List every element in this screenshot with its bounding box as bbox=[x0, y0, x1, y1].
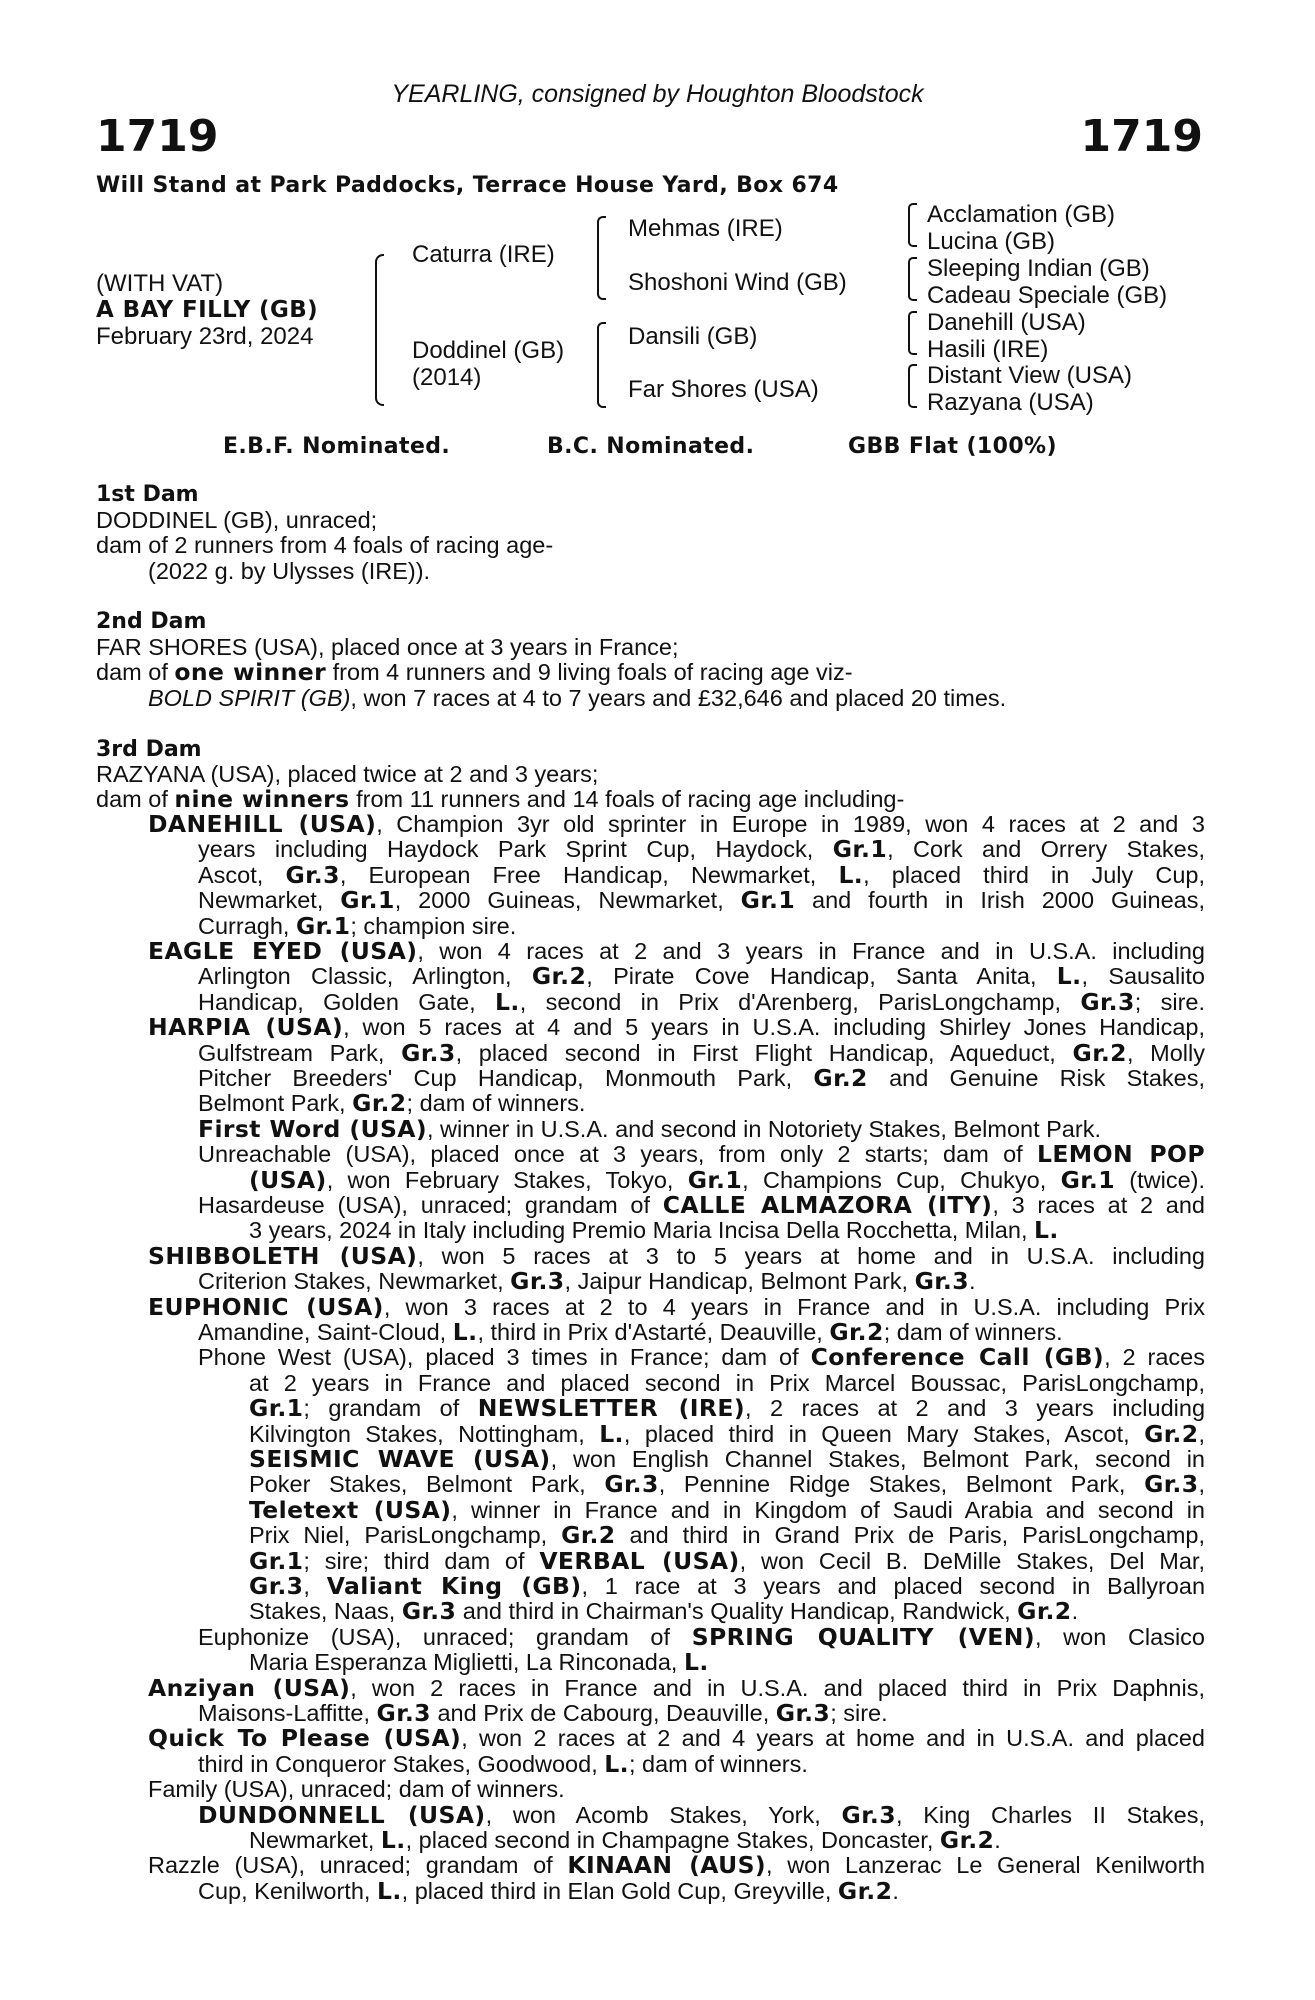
text: . bbox=[892, 1877, 899, 1904]
produce-line bbox=[198, 987, 1205, 1016]
bold-text: KINAAN (AUS) bbox=[567, 1851, 767, 1880]
bold-text: Gr.1 bbox=[832, 835, 888, 864]
bold-text: DUNDONNELL (USA) bbox=[198, 1800, 486, 1829]
bold-text: DANEHILL (USA) bbox=[148, 810, 377, 838]
text: . bbox=[994, 1827, 1001, 1853]
text: , Pirate Cove Handicap, Santa Anita, bbox=[586, 963, 1057, 990]
bold-text: Gr.3 bbox=[249, 1572, 304, 1600]
text: ; dam of winners. bbox=[883, 1319, 1063, 1345]
pedigree-g3-6: Hasili (IRE) bbox=[927, 336, 1049, 363]
text: , won Cecil B. DeMille Stakes, Del Mar, bbox=[739, 1547, 1205, 1574]
text: , European Free Handicap, Newmarket, bbox=[339, 861, 839, 888]
text: third in Conqueror Stakes, Goodwood, bbox=[198, 1750, 605, 1777]
bold-text: Gr.2 bbox=[1144, 1419, 1199, 1448]
text: Maisons-Laffitte, bbox=[198, 1700, 377, 1726]
text: Kilvington Stakes, Nottingham, bbox=[249, 1420, 600, 1447]
text: , Pennine Ridge Stakes, Belmont Park, bbox=[658, 1471, 1145, 1498]
text: dam of bbox=[96, 786, 175, 812]
first-dam-heading: 1st Dam bbox=[96, 482, 199, 507]
text: , placed third in Elan Gold Cup, Greyville, bbox=[401, 1877, 838, 1904]
text: Poker Stakes, Belmont Park, bbox=[249, 1471, 605, 1498]
text: Arlington Classic, Arlington, bbox=[198, 963, 532, 990]
bold-text: Gr.2 bbox=[561, 1521, 616, 1550]
produce-line bbox=[198, 1622, 1205, 1651]
text: Stakes, Naas, bbox=[249, 1598, 402, 1625]
pedigree-brace-main bbox=[375, 254, 384, 406]
bold-text: Gr.3 bbox=[401, 1597, 457, 1626]
produce-line bbox=[249, 1523, 1205, 1548]
bold-text: Gr.3 bbox=[1144, 1470, 1199, 1499]
text: Ascot, bbox=[198, 861, 286, 888]
text: , Cork and Orrery Stakes, bbox=[887, 836, 1205, 863]
bold-text: L. bbox=[683, 1648, 709, 1677]
produce-line bbox=[249, 1599, 1078, 1624]
bold-text: (USA) bbox=[249, 1165, 327, 1194]
bold-text: Gr.3 bbox=[401, 1038, 456, 1067]
bold-text: Gr.3 bbox=[1080, 987, 1135, 1016]
pedigree-sire-dam: Shoshoni Wind (GB) bbox=[628, 269, 847, 296]
produce-line bbox=[249, 1574, 1205, 1599]
pedigree-dam-dam: Far Shores (USA) bbox=[628, 376, 819, 403]
text: , second in Prix d'Arenberg, ParisLongchamp, bbox=[519, 988, 1081, 1015]
produce-line bbox=[148, 1726, 1205, 1751]
text: Pitcher Breeders' Cup Handicap, Monmouth Park, bbox=[198, 1065, 814, 1091]
bold-text: Quick To Please (USA) bbox=[148, 1724, 462, 1753]
stand-location: Will Stand at Park Paddocks, Terrace House Yard, Box 674 bbox=[96, 173, 839, 198]
bold-text: Gr.1 bbox=[1060, 1165, 1115, 1194]
pedigree-g3-3: Sleeping Indian (GB) bbox=[927, 255, 1150, 282]
bold-text: Gr.3 bbox=[376, 1699, 431, 1727]
produce-line bbox=[249, 1218, 1059, 1243]
bold-text: Gr.2 bbox=[531, 962, 587, 991]
bold-text: NEWSLETTER (IRE) bbox=[477, 1394, 745, 1423]
pedigree-g3-1: Acclamation (GB) bbox=[927, 201, 1116, 228]
bold-text: Gr.3 bbox=[285, 860, 340, 889]
horse-name: A BAY FILLY (GB) bbox=[96, 297, 319, 323]
bold-text: L. bbox=[604, 1749, 629, 1778]
text: , Sausalito bbox=[1081, 963, 1205, 990]
second-dam-line-1: FAR SHORES (USA), placed once at 3 years in France; bbox=[96, 634, 679, 660]
bold-text: Teletext (USA) bbox=[249, 1495, 452, 1524]
produce-line bbox=[198, 860, 1205, 889]
header-title: YEARLING, consigned by Houghton Bloodstock bbox=[391, 80, 924, 108]
text: Maria Esperanza Miglietti, La Rinconada, bbox=[249, 1649, 684, 1676]
pedigree-g3-2: Lucina (GB) bbox=[927, 228, 1056, 255]
text: ; dam of winners. bbox=[406, 1090, 586, 1117]
text: Euphonize (USA), unraced; grandam of bbox=[198, 1623, 692, 1650]
text: , won 7 races at 4 to 7 years and £32,646 and placed 20 times. bbox=[350, 685, 1007, 711]
produce-line bbox=[148, 1777, 565, 1802]
produce-line bbox=[198, 1142, 1205, 1167]
lot-number-right: 1719 bbox=[1080, 111, 1203, 162]
pedigree-sire: Caturra (IRE) bbox=[412, 241, 555, 268]
produce-line bbox=[249, 1371, 1205, 1396]
text: from 4 runners and 9 living foals of racing age viz- bbox=[326, 659, 853, 685]
produce-line bbox=[198, 1800, 1205, 1829]
bold-text: SHIBBOLETH (USA) bbox=[148, 1241, 418, 1270]
pedigree-g3-4: Cadeau Speciale (GB) bbox=[927, 282, 1168, 309]
bold-text: EAGLE EYED (USA) bbox=[148, 937, 418, 965]
pedigree-g3-7: Distant View (USA) bbox=[927, 362, 1132, 389]
bold-text: L. bbox=[1056, 962, 1082, 991]
text: Hasardeuse (USA), unraced; grandam of bbox=[198, 1192, 663, 1218]
text: , placed second in First Flight Handicap, Aqueduct, bbox=[455, 1039, 1073, 1066]
text: , won Acomb Stakes, York, bbox=[485, 1801, 842, 1828]
pedigree-brace-g2 bbox=[908, 257, 917, 301]
bold-text: Gr.3 bbox=[510, 1267, 565, 1296]
bold-text: Gr.1 bbox=[340, 886, 395, 915]
pedigree-dam-sire: Dansili (GB) bbox=[628, 323, 758, 350]
text: , placed third in Queen Mary Stakes, Ascot, bbox=[623, 1420, 1145, 1447]
produce-line bbox=[148, 939, 1205, 964]
produce-line bbox=[198, 1749, 808, 1778]
bold-text: Gr.1 bbox=[687, 1165, 743, 1194]
produce-line bbox=[198, 911, 517, 940]
bold-text: L. bbox=[599, 1419, 624, 1448]
produce-line bbox=[198, 888, 1205, 913]
produce-line bbox=[198, 1345, 1205, 1370]
text: , won Lanzerac Le General Kenilworth bbox=[766, 1852, 1206, 1879]
text: , won 5 races at 4 and 5 years in U.S.A. including Shirley Jones Handicap, bbox=[343, 1014, 1205, 1041]
produce-line bbox=[148, 1853, 1205, 1878]
pedigree-brace-sire bbox=[597, 216, 606, 300]
text: , won 5 races at 3 to 5 years at home and in U.S.A. including bbox=[417, 1242, 1206, 1269]
pedigree-dam: Doddinel (GB) bbox=[412, 337, 565, 364]
produce-line bbox=[198, 837, 1205, 862]
text: , 2 races at 2 and 3 years including bbox=[744, 1395, 1206, 1422]
bold-text: SPRING QUALITY (VEN) bbox=[691, 1622, 1035, 1651]
text: Handicap, Golden Gate, bbox=[198, 988, 496, 1015]
text: , third in Prix d'Astarté, Deauville, bbox=[477, 1319, 830, 1345]
second-dam-heading: 2nd Dam bbox=[96, 609, 207, 634]
bold-text: Conference Call (GB) bbox=[810, 1343, 1105, 1372]
text: , 3 races at 2 and bbox=[992, 1192, 1205, 1218]
text: . bbox=[1071, 1598, 1079, 1625]
bold-text: Gr.2 bbox=[939, 1826, 995, 1854]
pedigree-brace-g3 bbox=[908, 311, 917, 355]
text: , King Charles II Stakes, bbox=[895, 1801, 1205, 1828]
text: , won Clasico bbox=[1034, 1623, 1205, 1650]
bold-text: Gr.3 bbox=[775, 1699, 831, 1727]
horse-dob: February 23rd, 2024 bbox=[96, 323, 314, 350]
text: , placed second in Champagne Stakes, Doncaster, bbox=[405, 1827, 940, 1853]
second-dam-line-3 bbox=[148, 686, 1006, 711]
produce-line bbox=[198, 1066, 1205, 1091]
bold-text: L. bbox=[495, 987, 520, 1016]
bold-text: LEMON POP bbox=[1036, 1140, 1205, 1169]
text: , 2000 Guineas, Newmarket, bbox=[394, 887, 741, 914]
produce-line bbox=[198, 1876, 899, 1905]
bold-text: Anziyan (USA) bbox=[148, 1673, 351, 1702]
bold-text: Gr.1 bbox=[249, 1546, 304, 1575]
text: Gulfstream Park, bbox=[198, 1039, 402, 1066]
produce-line bbox=[249, 1546, 1205, 1575]
produce-line bbox=[249, 1650, 709, 1675]
bold-text: Gr.2 bbox=[837, 1876, 893, 1905]
text: , Champion 3yr old sprinter in Europe in 1989, won 4 races at 2 and 3 bbox=[376, 811, 1205, 837]
bold-text: VERBAL (USA) bbox=[539, 1546, 740, 1575]
winners-count: one winner bbox=[174, 658, 327, 686]
bold-text: Gr.3 bbox=[841, 1800, 896, 1829]
text: , won 3 races at 2 to 4 years in France and in U.S.A. including Prix bbox=[383, 1293, 1206, 1320]
produce-line bbox=[249, 1447, 1205, 1472]
text: , won February Stakes, Tokyo, bbox=[326, 1166, 688, 1193]
pedigree-g3-8: Razyana (USA) bbox=[927, 389, 1094, 416]
text: Razzle (USA), unraced; grandam of bbox=[148, 1852, 568, 1879]
winners-count: nine winners bbox=[174, 785, 350, 813]
text: , 2 races bbox=[1104, 1344, 1206, 1371]
pedigree-g3-5: Danehill (USA) bbox=[927, 309, 1086, 336]
text: , 1 race at 3 years and placed second in Ballyroan bbox=[581, 1573, 1206, 1599]
gbb-flat: GBB Flat (100%) bbox=[848, 434, 1057, 459]
text: ; sire. bbox=[1134, 988, 1205, 1015]
bold-text: EUPHONIC (USA) bbox=[148, 1292, 384, 1321]
text: and third in Grand Prix de Paris, ParisLongchamp, bbox=[615, 1522, 1206, 1549]
bold-text: L. bbox=[838, 860, 864, 889]
produce-line bbox=[249, 1472, 1205, 1497]
text: Family (USA), unraced; dam of winners. bbox=[148, 1776, 565, 1803]
bold-text: L. bbox=[452, 1318, 478, 1346]
produce-line bbox=[198, 1269, 976, 1294]
text: , won 4 races at 2 and 3 years in France and in U.S.A. including bbox=[417, 938, 1206, 964]
third-dam-heading: 3rd Dam bbox=[96, 737, 202, 762]
produce-line bbox=[198, 1114, 1101, 1143]
bold-text: SEISMIC WAVE (USA) bbox=[249, 1445, 551, 1473]
ebf-nominated: E.B.F. Nominated. bbox=[223, 434, 451, 459]
first-dam-line-1: DODDINEL (GB), unraced; bbox=[96, 507, 378, 533]
produce-line bbox=[198, 1320, 1063, 1345]
pedigree-sire-sire: Mehmas (IRE) bbox=[628, 215, 783, 242]
produce-line bbox=[148, 1673, 1205, 1702]
first-dam-line-2: dam of 2 runners from 4 foals of racing age- bbox=[96, 532, 554, 558]
text: Criterion Stakes, Newmarket, bbox=[198, 1268, 511, 1295]
bold-text: Gr.2 bbox=[813, 1064, 868, 1092]
first-dam-line-3: (2022 g. by Ulysses (IRE)). bbox=[148, 558, 431, 584]
bold-text: L. bbox=[376, 1876, 402, 1905]
produce-line bbox=[249, 1828, 1001, 1853]
produce-line bbox=[198, 1091, 585, 1116]
text: dam of bbox=[96, 659, 175, 685]
text: , won English Channel Stakes, Belmont Park, second in bbox=[550, 1446, 1205, 1472]
pedigree-dam-year: (2014) bbox=[412, 364, 482, 391]
text: ; sire. bbox=[830, 1700, 888, 1726]
produce-line bbox=[198, 1038, 1206, 1067]
text: Belmont Park, bbox=[198, 1090, 353, 1117]
produce-line bbox=[198, 964, 1205, 989]
text: and Prix de Cabourg, Deauville, bbox=[430, 1700, 776, 1726]
text: , Jaipur Handicap, Belmont Park, bbox=[564, 1268, 915, 1295]
text: ; dam of winners. bbox=[628, 1750, 808, 1777]
text: Amandine, Saint-Cloud, bbox=[198, 1319, 453, 1345]
bold-text: Gr.2 bbox=[1072, 1038, 1127, 1067]
produce-line bbox=[198, 1701, 888, 1726]
text: Newmarket, bbox=[198, 887, 341, 914]
text: , bbox=[303, 1573, 327, 1599]
text: , placed third in July Cup, bbox=[863, 861, 1205, 888]
text: Cup, Kenilworth, bbox=[198, 1877, 377, 1904]
bold-text: Gr.2 bbox=[829, 1318, 884, 1346]
produce-line bbox=[249, 1495, 1205, 1524]
text: at 2 years in France and placed second in Prix Marcel Boussac, ParisLongchamp, bbox=[249, 1369, 1205, 1396]
bold-text: L. bbox=[1034, 1216, 1059, 1245]
produce-line bbox=[148, 812, 1205, 837]
pedigree-brace-g1 bbox=[908, 203, 917, 247]
bold-text: Gr.1 bbox=[249, 1394, 304, 1423]
text: and Genuine Risk Stakes, bbox=[867, 1065, 1205, 1091]
text: from 11 runners and 14 foals of racing age including- bbox=[349, 786, 905, 812]
produce-line bbox=[148, 1241, 1206, 1270]
text: Newmarket, bbox=[249, 1827, 381, 1853]
third-dam-line-1: RAZYANA (USA), placed twice at 2 and 3 years; bbox=[96, 761, 599, 787]
bold-text: HARPIA (USA) bbox=[148, 1013, 344, 1042]
produce-line bbox=[249, 1396, 1205, 1421]
bc-nominated: B.C. Nominated. bbox=[547, 434, 755, 459]
text: , bbox=[1198, 1420, 1205, 1447]
text: Prix Niel, ParisLongchamp, bbox=[249, 1522, 562, 1549]
text: and fourth in Irish 2000 Guineas, bbox=[795, 887, 1206, 914]
produce-line bbox=[198, 1193, 1205, 1218]
pedigree-brace-dam bbox=[597, 322, 606, 408]
text: 3 years, 2024 in Italy including Premio Maria Incisa Della Rocchetta, Milan, bbox=[249, 1217, 1035, 1244]
text: , Champions Cup, Chukyo, bbox=[742, 1166, 1061, 1193]
text: , winner in U.S.A. and second in Notoriety Stakes, Belmont Park. bbox=[427, 1115, 1101, 1142]
produce-line bbox=[148, 1015, 1205, 1040]
text: . bbox=[969, 1268, 976, 1295]
bold-text: CALLE ALMAZORA (ITY) bbox=[662, 1191, 993, 1219]
lot-number-left: 1719 bbox=[96, 111, 219, 162]
produce-line bbox=[249, 1419, 1205, 1448]
second-dam-line-2 bbox=[96, 660, 853, 685]
third-dam-line-2 bbox=[96, 787, 904, 812]
text: years including Haydock Park Sprint Cup, Haydock, bbox=[198, 836, 833, 863]
text: , winner in France and in Kingdom of Saudi Arabia and second in bbox=[451, 1496, 1205, 1523]
bold-text: Gr.2 bbox=[352, 1089, 407, 1118]
text: (twice). bbox=[1115, 1166, 1206, 1193]
text: Curragh, bbox=[198, 912, 296, 939]
bold-text: Gr.2 bbox=[1017, 1597, 1072, 1626]
winner-name: BOLD SPIRIT (GB) bbox=[148, 685, 351, 711]
text: , bbox=[1198, 1471, 1205, 1498]
bold-text: Gr.3 bbox=[604, 1470, 659, 1499]
bold-text: L. bbox=[380, 1826, 406, 1854]
text: ; sire; third dam of bbox=[303, 1547, 540, 1574]
text: Phone West (USA), placed 3 times in France; dam of bbox=[198, 1344, 811, 1371]
text: and third in Chairman's Quality Handicap, Randwick, bbox=[456, 1598, 1018, 1625]
pedigree-brace-g4 bbox=[908, 364, 917, 408]
vat-note: (WITH VAT) bbox=[96, 270, 224, 297]
bold-text: First Word (USA) bbox=[198, 1114, 427, 1143]
text: , Molly bbox=[1126, 1039, 1206, 1066]
bold-text: Gr.1 bbox=[740, 886, 796, 915]
bold-text: Gr.3 bbox=[914, 1267, 969, 1296]
bold-text: Valiant King (GB) bbox=[326, 1572, 582, 1600]
produce-line bbox=[148, 1292, 1206, 1321]
bold-text: Gr.1 bbox=[295, 911, 351, 940]
text: , won 2 races in France and in U.S.A. and placed third in Prix Daphnis, bbox=[350, 1674, 1205, 1701]
text: Unreachable (USA), placed once at 3 years, from only 2 starts; dam of bbox=[198, 1141, 1037, 1168]
text: ; champion sire. bbox=[350, 912, 517, 939]
produce-line bbox=[249, 1165, 1206, 1194]
text: , won 2 races at 2 and 4 years at home and in U.S.A. and placed bbox=[461, 1725, 1205, 1752]
text: ; grandam of bbox=[303, 1395, 478, 1422]
